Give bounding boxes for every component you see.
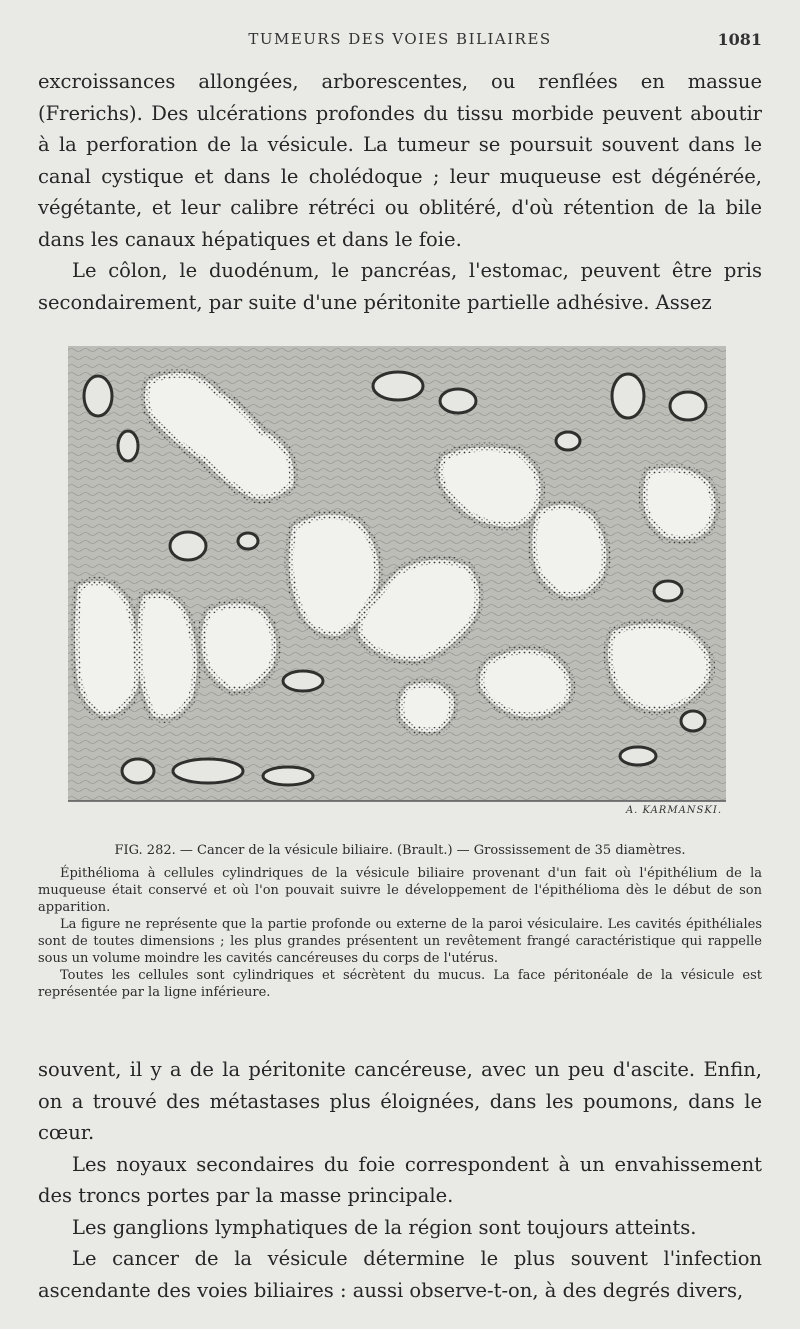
paragraph: Le cancer de la vésicule détermine le plus souvent l'infection ascendante des voies biliaires : aussi observe-t-on, à des degrés divers, [38, 1247, 762, 1302]
caption-paragraph: Épithélioma à cellules cylindriques de la vésicule biliaire provenant d'un fait où l'épithélium de la muqueuse était conservé et où l'on pouvait suivre le développement de l'épithélioma dès le début de son apparition. [38, 866, 762, 915]
histology-figure [68, 346, 726, 816]
histology-engraving [68, 346, 726, 816]
caption-paragraph: La figure ne représente que la partie profonde ou externe de la paroi vésiculaire. Les cavités épithéliales sont de toutes dimensions ; les plus grandes présentent un revêtement frangé caractéristique qui rappelle sous un volume moindre les cavités cancéreuses du corps de l'utérus. [38, 917, 762, 966]
caption-title: FIG. 282. — Cancer de la vésicule biliaire. (Brault.) — Grossissement de 35 diamètres. [114, 843, 686, 858]
page-number: 1081 [717, 30, 762, 49]
body-text-bottom [38, 1054, 762, 1306]
figure-caption [38, 842, 762, 1001]
running-header [0, 30, 800, 54]
running-title: TUMEURS DES VOIES BILIAIRES [248, 30, 552, 48]
paragraph: excroissances allongées, arborescentes, ou renflées en massue (Frerichs). Des ulcérations profondes du tissu morbide peuvent aboutir à la perforation de la vésicule. La tumeur se poursuit souvent dans le canal cystique et dans le cholédoque ; leur muqueuse est dégénérée, végétante, et leur calibre rétréci ou oblitéré, d'où rétention de la bile dans les canaux hépatiques et dans le foie. [38, 70, 762, 251]
paragraph: Les ganglions lymphatiques de la région sont toujours atteints. [72, 1215, 697, 1239]
paragraph: souvent, il y a de la péritonite cancéreuse, avec un peu d'ascite. Enfin, on a trouvé des métastases plus éloignées, dans les poumons, dans le cœur. [38, 1058, 762, 1144]
paragraph: Les noyaux secondaires du foie correspondent à un envahissement des troncs portes par la masse principale. [38, 1152, 762, 1207]
paragraph: Le côlon, le duodénum, le pancréas, l'estomac, peuvent être pris secondairement, par suite d'une péritonite partielle adhésive. Assez [38, 259, 762, 314]
caption-paragraph: Toutes les cellules sont cylindriques et sécrètent du mucus. La face péritonéale de la vésicule est représentée par la ligne inférieure. [38, 968, 762, 1000]
artist-signature: A. KARMANSKI. [625, 805, 722, 816]
body-text-top [38, 66, 762, 318]
